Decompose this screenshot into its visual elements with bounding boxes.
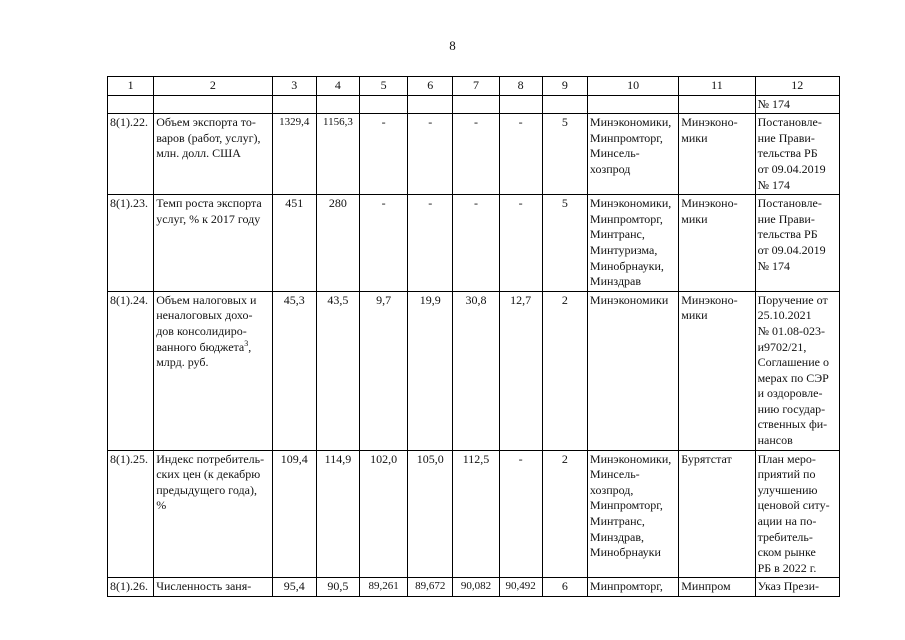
cell-basis: Постановле- ние Прави- тельства РБ от 09.04.2019 № 174 xyxy=(755,114,839,195)
cell-basis: Указ Прези- xyxy=(755,578,839,597)
column-header: 6 xyxy=(408,77,453,96)
cell-value: 1156,3 xyxy=(316,114,359,195)
cell-value: 19,9 xyxy=(408,291,453,450)
cell-value: - xyxy=(499,195,542,292)
cell-value: - xyxy=(499,114,542,195)
cell-indicator: Темп роста экспорта услуг, % к 2017 году xyxy=(154,195,272,292)
cell-value: 102,0 xyxy=(360,450,408,578)
table-row xyxy=(108,450,840,578)
cell-indicator: Объем экспорта то- варов (работ, услуг), млн. долл. США xyxy=(154,114,272,195)
column-header: 10 xyxy=(587,77,678,96)
cell-value: 45,3 xyxy=(272,291,316,450)
cell-value: - xyxy=(408,195,453,292)
cell-value: 114,9 xyxy=(316,450,359,578)
cell-basis: Поручение от 25.10.2021 № 01.08-023- и9702/21, Соглашение о мерах по СЭР и оздоровле- нию государ- ственных фи- нансов xyxy=(755,291,839,450)
cell-value: - xyxy=(408,114,453,195)
cell-number: 8(1).22. xyxy=(108,114,154,195)
cell-responsible: Бурятстат xyxy=(679,450,755,578)
table-row xyxy=(108,578,840,597)
column-header: 9 xyxy=(542,77,587,96)
cell-value: 6 xyxy=(542,578,587,597)
cell-basis: Постановле- ние Прави- тельства РБ от 09.04.2019 № 174 xyxy=(755,195,839,292)
cell-value: 12,7 xyxy=(499,291,542,450)
table-row xyxy=(108,195,840,292)
table-row xyxy=(108,114,840,195)
cell-value: 112,5 xyxy=(453,450,499,578)
cell-responsible: Минэконо- мики xyxy=(679,114,755,195)
cell-value: 90,492 xyxy=(499,578,542,597)
cell-value: 1329,4 xyxy=(272,114,316,195)
cell-executors: Минэкономики, Минсель- хозпрод, Минпромторг, Минтранс, Минздрав, Минобрнауки xyxy=(587,450,678,578)
cell-value: 109,4 xyxy=(272,450,316,578)
cell-value: 5 xyxy=(542,114,587,195)
page-number: 8 xyxy=(449,38,456,53)
cell-indicator xyxy=(154,291,272,450)
footnote-mark: 3 xyxy=(244,338,249,348)
indicator-text: Объем налоговых и неналоговых дохо- дов консолидиро- ванного бюджета xyxy=(156,292,257,354)
column-header: 12 xyxy=(755,77,839,96)
cell-number: 8(1).23. xyxy=(108,195,154,292)
cell-value: - xyxy=(499,450,542,578)
cell-responsible: Минэконо- мики xyxy=(679,291,755,450)
cell-value: 105,0 xyxy=(408,450,453,578)
cell-indicator: Индекс потребитель- ских цен (к декабрю предыдущего года), % xyxy=(154,450,272,578)
cell-value: 2 xyxy=(542,291,587,450)
cell-value: 280 xyxy=(316,195,359,292)
column-header: 1 xyxy=(108,77,154,96)
column-header: 5 xyxy=(360,77,408,96)
cell-basis: План меро- приятий по улучшению ценовой ситу- ации на по- требитель- ском рынке РБ в 2022 г. xyxy=(755,450,839,578)
cell-number: 8(1).26. xyxy=(108,578,154,597)
cell-value: 5 xyxy=(542,195,587,292)
column-header: 11 xyxy=(679,77,755,96)
cell-basis: № 174 xyxy=(755,95,839,114)
cell-value: 95,4 xyxy=(272,578,316,597)
column-header: 8 xyxy=(499,77,542,96)
cell-executors: Минэкономики, Минпромторг, Минсель- хозпрод xyxy=(587,114,678,195)
cell-value: 90,5 xyxy=(316,578,359,597)
cell-executors: Минэкономики xyxy=(587,291,678,450)
cell-value: 2 xyxy=(542,450,587,578)
cell-value: - xyxy=(453,195,499,292)
cell-value: - xyxy=(360,114,408,195)
cell-value: 89,261 xyxy=(360,578,408,597)
cell-responsible: Минэконо- мики xyxy=(679,195,755,292)
cell-value: 89,672 xyxy=(408,578,453,597)
cell-number: 8(1).25. xyxy=(108,450,154,578)
column-header: 7 xyxy=(453,77,499,96)
cell-value: - xyxy=(453,114,499,195)
cell-value: 30,8 xyxy=(453,291,499,450)
cell-executors: Минпромторг, xyxy=(587,578,678,597)
table-header-row xyxy=(108,77,840,96)
column-header: 3 xyxy=(272,77,316,96)
column-header: 4 xyxy=(316,77,359,96)
cell-indicator: Численность заня- xyxy=(154,578,272,597)
indicators-table xyxy=(107,76,840,597)
cell-value: 43,5 xyxy=(316,291,359,450)
cell-value: 451 xyxy=(272,195,316,292)
column-header: 2 xyxy=(154,77,272,96)
cell-value: 90,082 xyxy=(453,578,499,597)
cell-number: 8(1).24. xyxy=(108,291,154,450)
table-row xyxy=(108,291,840,450)
cell-value: 9,7 xyxy=(360,291,408,450)
cell-responsible: Минпром xyxy=(679,578,755,597)
table-row xyxy=(108,95,840,114)
cell-executors: Минэкономики, Минпромторг, Минтранс, Минтуризма, Минобрнауки, Минздрав xyxy=(587,195,678,292)
indicator-text-unit: , млрд. руб. xyxy=(156,339,252,370)
cell-value: - xyxy=(360,195,408,292)
